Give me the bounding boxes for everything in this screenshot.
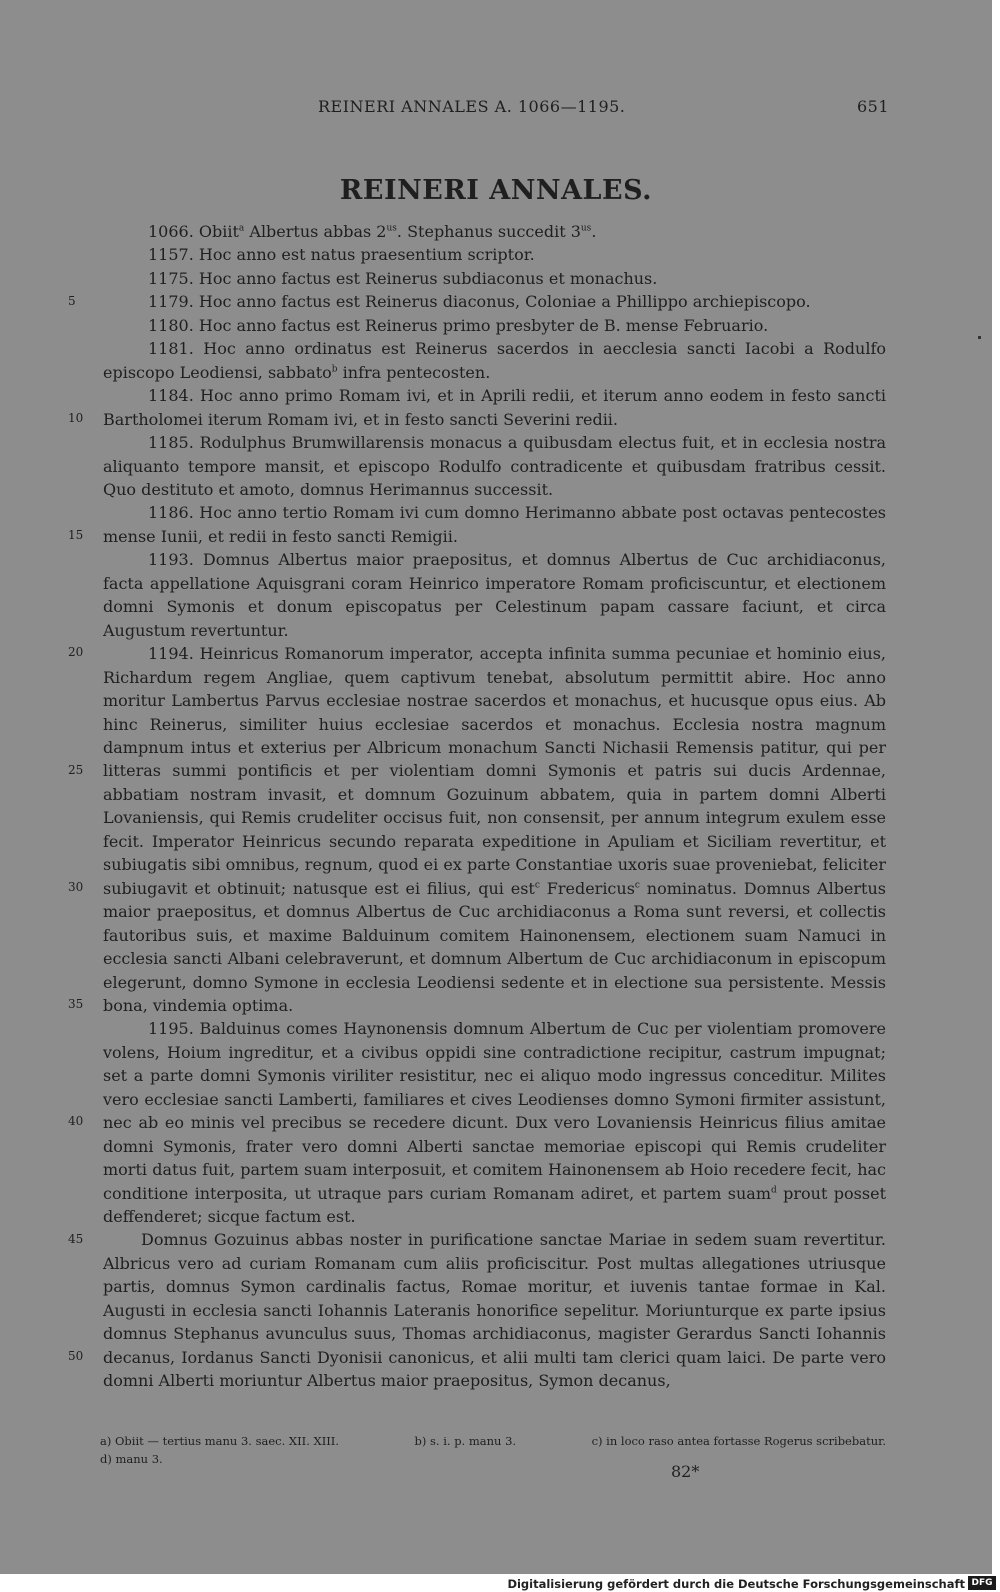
entry-1193: 1193. Domnus Albertus maior praepositus, et domnus Albertus de Cuc archidiaconus, facta appellatione Aquisgrani coram Heinrico imperatore Romam proficiscuntur, et electionem domni Symonis et donum episcopatus per Celestinum papam cassare faciunt, et circa Augustum revertuntur. — [103, 550, 886, 640]
annals-text — [103, 220, 886, 1393]
line-number: 20 — [68, 645, 84, 659]
scan-speck — [978, 336, 981, 339]
funding-credit: Digitalisierung gefördert durch die Deutsche Forschungsgemeinschaft — [507, 1577, 965, 1591]
footnote-c: c) in loco raso antea fortasse Rogerus scribebatur. — [591, 1434, 886, 1448]
sheet-signature: 82* — [671, 1462, 700, 1481]
entry-1186: 1186. Hoc anno tertio Romam ivi cum domno Herimanno abbate post octavas pentecostes mense Iunii, et redii in festo sancti Remigii. — [103, 503, 886, 546]
page-number: 651 — [857, 97, 890, 116]
line-number: 35 — [68, 997, 84, 1011]
line-number: 5 — [68, 294, 76, 308]
entry-1181: 1181. Hoc anno ordinatus est Reinerus sacerdos in aecclesia sancti Iacobi a Rodulfo episcopo Leodiensi, sabbato$^b$ infra pentecosten. — [103, 339, 886, 382]
entry-1066: 1066. Obiit$^a$ Albertus abbas $2^{us}$. Stephanus succedit $3^{us}$. — [148, 222, 597, 241]
page-title: REINERI ANNALES. — [339, 175, 653, 206]
line-number: 10 — [68, 411, 84, 425]
entry-1180: 1180. Hoc anno factus est Reinerus primo presbyter de B. mense Februario. — [148, 315, 769, 335]
line-number: 25 — [68, 763, 84, 777]
entry-1175: 1175. Hoc anno factus est Reinerus subdiaconus et monachus. — [148, 268, 658, 288]
footnote-a: a) Obiit — tertius manu 3. saec. XII. XIII. — [100, 1434, 339, 1448]
line-number: 15 — [68, 528, 84, 542]
entry-gozuinus: Domnus Gozuinus abbas noster in purificatione sanctae Mariae in sedem suam revertitur. Albricus vero ad curiam Romanam cum aliis proficiscitur. Post multas allegationes utriusque partis, domnus Symon cardinalis factus, Romae moritur, et iuvenis tantae formae in Kal. Augusti in ecclesia sancti Iohannis Lateranis honorifice sepelitur. Moriunturque ex parte ipsius domnus Stephanus avunculus suus, Thomas archidiaconus, magister Gerardus Sancti Iohannis decanus, Iordanus Sancti Dyonisii canonicus, et alii multi tam clerici quam laici. De parte vero domni Alberti moriuntur Albertus maior praepositus, Symon decanus, — [103, 1230, 886, 1391]
line-number: 40 — [68, 1114, 84, 1128]
entry-1185: 1185. Rodulphus Brumwillarensis monacus a quibusdam electus fuit, et in ecclesia nostra aliquanto tempore mansit, et episcopo Rodulfo contradicente et quibusdam fratribus cessit. Quo destituto et amoto, domnus Herimannus successit. — [103, 433, 886, 499]
entry-1179: 1179. Hoc anno factus est Reinerus diaconus, Coloniae a Phillippo archiepiscopo. — [148, 292, 811, 312]
footnote-row — [100, 1432, 886, 1450]
footnote-d: d) manu 3. — [100, 1452, 163, 1466]
line-number: 50 — [68, 1349, 84, 1363]
entry-1194: 1194. Heinricus Romanorum imperator, accepta infinita summa pecuniae et hominio eius, Richardum regem Angliae, quem captivum tenebat, absolutum permittit abire. Hoc anno moritur Lambertus Parvus ecclesiae nostrae sacerdos et monachus, et hucusque opus eius. Ab hinc Reinerus, similiter huius ecclesiae sacerdos et monachus. Ecclesia nostra magnum dampnum intus et exterius per Albricum monachum Sancti Nichasii Remensis patitur, qui per litteras summi pontificis et per violentiam domni Symonis et patris sui ducis Ardennae, abbatiam nostram invasit, et domnum Gozuinum abbatem, quia in partem domni Alberti Lovaniensis, qui Remis crudeliter occisus fuit, non consensit, per annum integrum exulem esse fecit. Imperator Heinricus secundo reparata expeditione in Apuliam et Siciliam revertitur, et subiugatis sibi omnibus, regnum, quod ei ex parte Constantiae uxoris suae proveniebat, feliciter subiugavit et obtinuit; natusque est ei filius, qui est$^c$ Fredericus$^c$ nominatus. Domnus Albertus maior praepositus, et domnus Albertus de Cuc archidiaconus a Roma sunt reversi, et collectis fautoribus suis, et maxime Balduinum comitem Hainonensem, electionem suam Namuci in ecclesia sancti Albani celebraverunt, et domnum Albertum de Cuc archidiaconum in episcopum elegerunt, domno Symone in ecclesia Leodiensi sedente et in electione sua persistente. Messis bona, vindemia optima. — [103, 644, 886, 1015]
line-number: 45 — [68, 1232, 84, 1246]
dfg-logo-icon: DFG — [968, 1576, 996, 1590]
line-number: 30 — [68, 880, 84, 894]
running-title: REINERI ANNALES A. 1066—1195. — [318, 97, 626, 116]
entry-1195: 1195. Balduinus comes Haynonensis domnum Albertum de Cuc per violentiam promovere volens, Hoium ingreditur, et a civibus oppidi sine contradictione recipitur, castrum impugnat; set a parte domni Symonis viriliter resistitur, nec ei aliquo modo ingressus conceditur. Milites vero ecclesiae sancti Lamberti, familiares et cives Leodienses domno Symoni firmiter assistunt, nec ab eo minis vel precibus se recedere dicunt. Dux vero Lovaniensis Heinricus filius amitae domni Symonis, frater vero domni Alberti sanctae memoriae episcopi qui Remis crudeliter morti datus fuit, partem suam interposuit, et comitem Hainonensem ab Hoio recedere fecit, hac conditione interposita, ut utraque pars curiam Romanam adiret, et partem suam$^d$ prout posset deffenderet; sicque factum est. — [103, 1019, 887, 1227]
entry-1157: 1157. Hoc anno est natus praesentium scriptor. — [148, 245, 535, 265]
footnotes — [100, 1432, 886, 1468]
entry-1184: 1184. Hoc anno primo Romam ivi, et in Aprili redii, et iterum anno eodem in festo sancti Bartholomei iterum Romam ivi, et in festo sancti Severini redii. — [103, 386, 886, 429]
footnote-b: b) s. i. p. manu 3. — [414, 1434, 517, 1448]
